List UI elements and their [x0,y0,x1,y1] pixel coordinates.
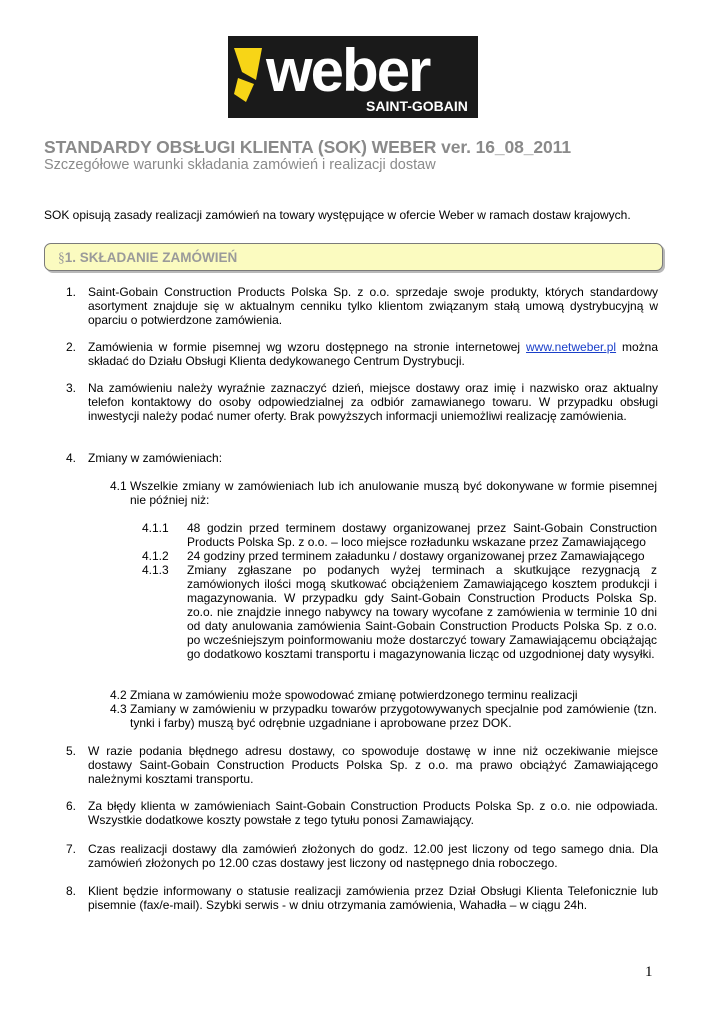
section-heading-box [44,243,663,271]
logo-parent-text: SAINT-GOBAIN [366,98,468,114]
subitem-number: 4.2 [110,688,127,702]
subitem-text: Zmiana w zamówieniu może spowodować zmianę potwierdzonego terminu realizacji [130,688,578,702]
list-item-number: 8. [66,884,77,898]
list-item-text: Za błędy klienta w zamówieniach Saint-Gobain Construction Products Polska Sp. z o.o. nie odpowiada. Wszystkie dodatkowe koszty powstałe z tego tytułu ponosi Zamawiający. [88,799,658,827]
section-title [58,250,237,266]
section-symbol: § [58,250,65,265]
list-item-text-part: Zamówienia w formie pisemnej wg wzoru dostępnego na stronie internetowej [88,340,527,354]
list-item-text: Na zamówieniu należy wyraźnie zaznaczyć dzień, miejsce dostawy oraz imię i nazwisko oraz aktualny telefon kontaktowy do osoby odpowiedzialnej za odbiór zamawianego towaru. W przypadku obsługi inwestycji należy podać numer oferty. Brak powyższych informacji uniemożliwi realizację zamówienia. [88,381,658,423]
page-number: 1 [645,964,653,980]
subitem-number: 4.1 [110,479,127,493]
list-item-text: Czas realizacji dostawy dla zamówień złożonych do godz. 12.00 jest liczony od tego samego dnia. Dla zamówień złożonych po 12.00 czas dostawy jest liczony od następnego dnia roboczego. [88,842,658,870]
list-item-text [88,340,658,368]
section-title-text: 1. SKŁADANIE ZAMÓWIEŃ [64,250,238,265]
subitem-text: 24 godziny przed terminem załadunku / dostawy organizowanej przez Zamawiającego [187,549,645,563]
subitem-text: 48 godzin przed terminem dostawy organizowanej przez Saint-Gobain Construction Products Polska Sp. z o.o. – loco miejsce rozładunku wskazane przez Zamawiającego [187,521,657,549]
document-title: STANDARDY OBSŁUGI KLIENTA (SOK) WEBER ver. 16_08_2011 [44,137,571,157]
list-item-number: 5. [66,744,77,758]
list-item-text: Klient będzie informowany o statusie realizacji zamówienia przez Dział Obsługi Klienta Telefonicznie lub pisemnie (fax/e-mail). Szybki serwis - w dniu otrzymania zamówienia, Wahadła – w ciągu 24h. [88,884,658,912]
subitem-text: Zamiany w zamówieniu w przypadku towarów przygotowywanych specjalnie pod zamówienie (tzn. tynki i farby) muszą być odrębnie uzgadniane i aprobowane przez DOK. [130,702,657,730]
list-item-number: 4. [66,451,77,465]
subitem-number: 4.1.3 [142,563,169,577]
list-item-text: W razie podania błędnego adresu dostawy, co spowoduje dostawę w inne niż oczekiwanie miejsce dostawy Saint-Gobain Construction Products Polska Sp. z o.o. ma prawo obciążyć Zamawiającego należnymi kosztami transportu. [88,744,658,786]
netweber-link[interactable]: www.netweber.pl [526,340,617,354]
list-item-text: Saint-Gobain Construction Products Polska Sp. z o.o. sprzedaje swoje produkty, których standardowy asortyment znajduje się w aktualnym cenniku tylko klientom związanym stałą umową dystrybucyjną w oparciu o potwierdzone zamówienia. [88,285,658,327]
list-item-text-part: można składać do Działu Obsługi Klienta dedykowanego Centrum Dystrybucji. [88,340,658,368]
list-item-number: 2. [66,340,77,354]
list-item-number: 3. [66,381,77,395]
list-item-number: 1. [66,285,77,299]
weber-saint-gobain-logo [228,36,478,118]
subitem-number: 4.1.2 [142,549,169,563]
subitem-number: 4.1.1 [142,521,169,535]
subitem-number: 4.3 [110,702,127,716]
list-item-number: 7. [66,842,77,856]
logo-brand-text: weber [266,37,430,104]
intro-paragraph: SOK opisują zasady realizacji zamówień na towary występujące w ofercie Weber w ramach dostaw krajowych. [44,208,631,222]
list-item-text: Zmiany w zamówieniach: [88,451,223,465]
subitem-text: Zmiany zgłaszane po podanych wyżej terminach a skutkujące rezygnacją z zamówionych ilości mogą skutkować obciążeniem Zamawiającego kosztem produkcji i magazynowania. W przypadku gdy Saint-Gobain Construction Products Polska Sp. zo.o. nie znajdzie innego nabywcy na towary wycofane z zamówienia w terminie 10 dni od daty anulowania zamówienia Saint-Gobain Construction Products Polska Sp. z o.o. po wcześniejszym poinformowaniu może dostarczyć towary Zamawiającemu obciążając go dodatkowo kosztami transportu i magazynowania licząc od uzgodnionej daty wysyłki. [187,563,657,661]
list-item-number: 6. [66,799,77,813]
document-subtitle: Szczegółowe warunki składania zamówień i realizacji dostaw [44,157,436,173]
subitem-text: Wszelkie zmiany w zamówieniach lub ich anulowanie muszą być dokonywane w formie pisemnej nie później niż: [130,479,657,507]
